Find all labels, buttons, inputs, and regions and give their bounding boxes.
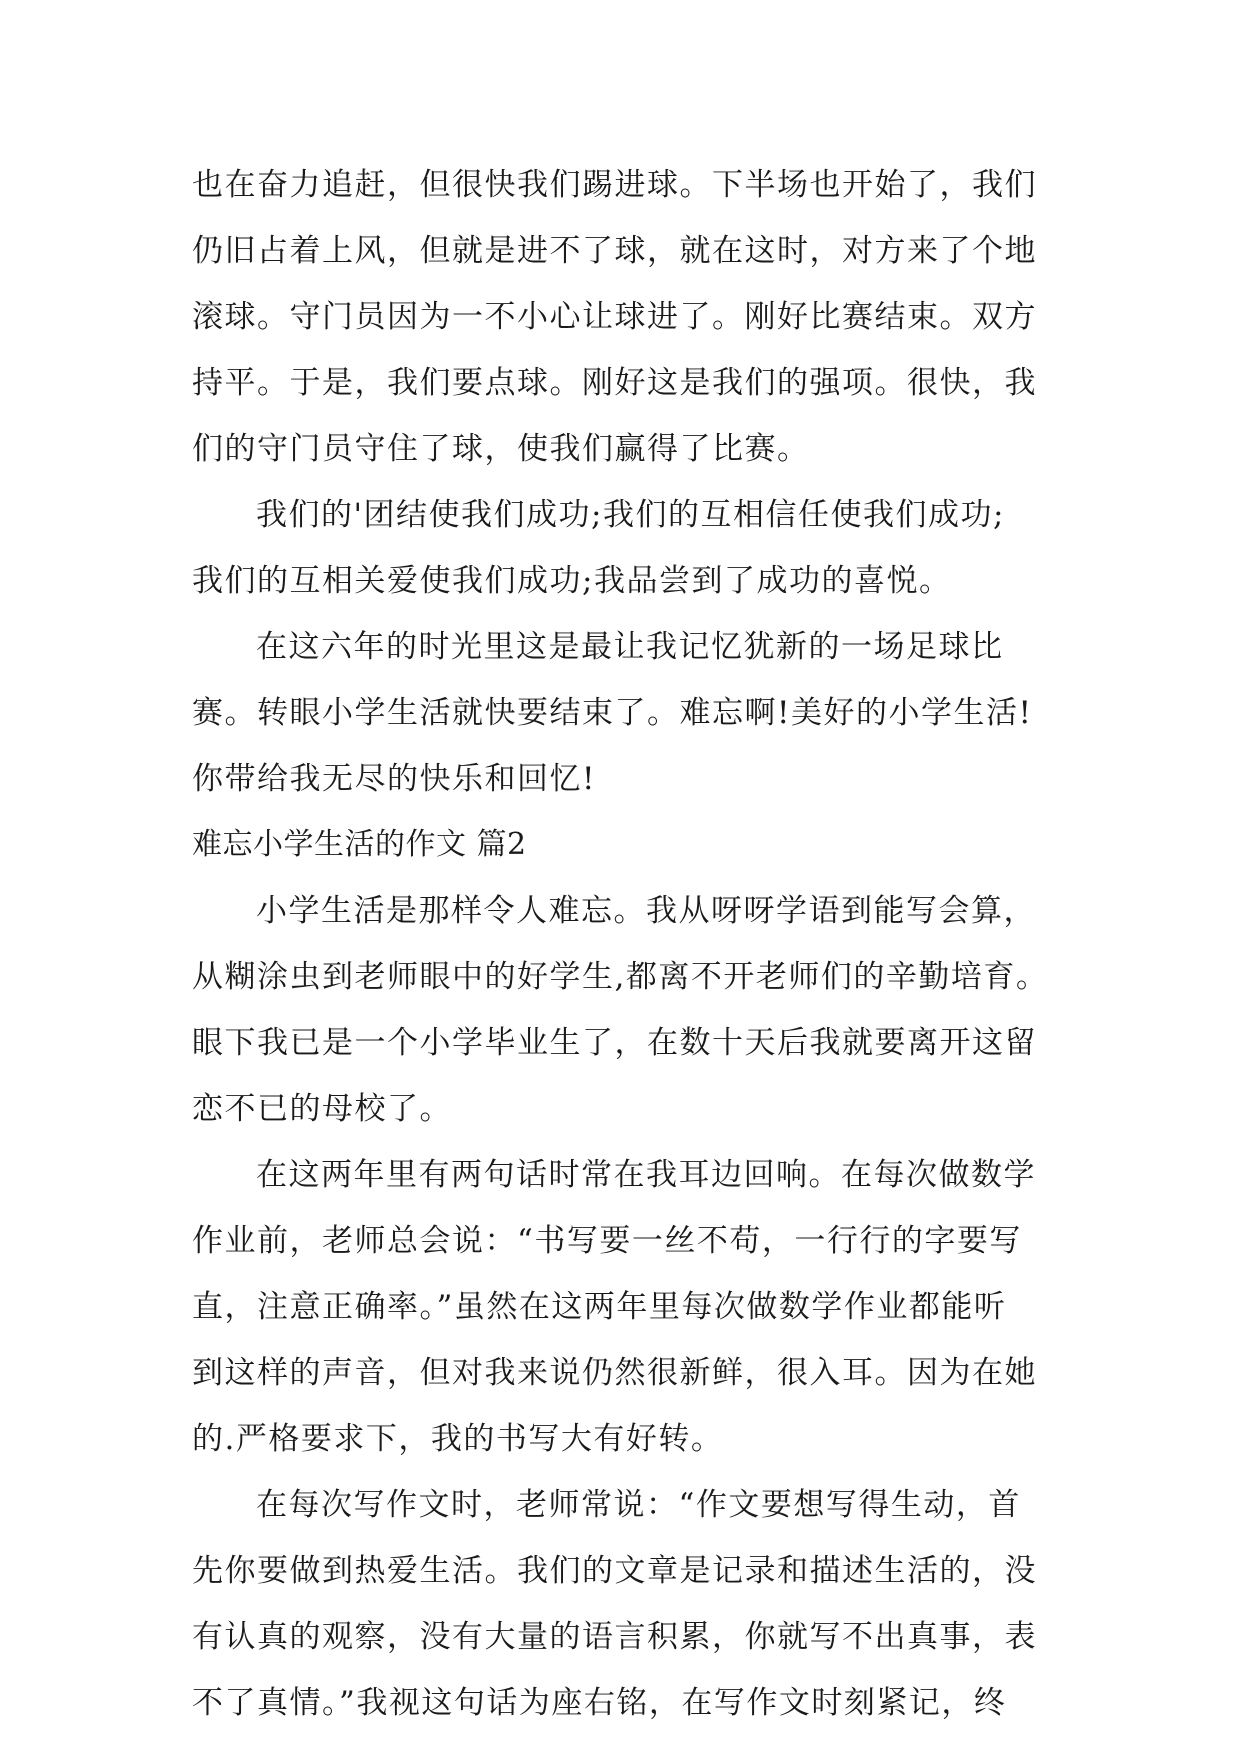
paragraph-1 (192, 152, 1058, 482)
text-line: 有认真的观察，没有大量的语言积累，你就写不出真事，表 (192, 1619, 1037, 1655)
paragraph-2 (192, 482, 1058, 614)
text-line: 恋不已的母校了。 (192, 1091, 452, 1127)
text-line: 不了真情。”我视这句话为座右铭，在写作文时刻紧记，终 (192, 1685, 1007, 1721)
text-line: 的.严格要求下，我的书写大有好转。 (192, 1421, 724, 1457)
text-line: 从糊涂虫到老师眼中的好学生,都离不开老师们的辛勤培育。 (192, 959, 1049, 995)
document-page (192, 152, 1058, 1736)
text-line: 我们的互相关爱使我们成功;我品尝到了成功的喜悦。 (192, 563, 952, 599)
text-line: 到这样的声音，但对我来说仍然很新鲜，很入耳。因为在她 (192, 1355, 1037, 1391)
text-line: 在这六年的时光里这是最让我记忆犹新的一场足球比 (256, 629, 1004, 665)
paragraph-4 (192, 878, 1058, 1142)
text-line: 先你要做到热爱生活。我们的文章是记录和描述生活的，没 (192, 1553, 1037, 1589)
text-line: 持平。于是，我们要点球。刚好这是我们的强项。很快，我 (192, 365, 1037, 401)
text-line: 滚球。守门员因为一不小心让球进了。刚好比赛结束。双方 (192, 299, 1037, 335)
text-line: 们的守门员守住了球，使我们赢得了比赛。 (192, 431, 810, 467)
paragraph-6 (192, 1472, 1058, 1736)
text-line: 小学生活是那样令人难忘。我从呀呀学语到能写会算， (256, 893, 1036, 929)
text-line: 作业前，老师总会说：“书写要一丝不苟，一行行的字要写 (192, 1223, 1022, 1259)
text-line: 仍旧占着上风，但就是进不了球，就在这时，对方来了个地 (192, 233, 1037, 269)
text-line: 直，注意正确率。”虽然在这两年里每次做数学作业都能听 (192, 1289, 1007, 1325)
text-line: 你带给我无尽的快乐和回忆! (192, 761, 596, 797)
paragraph-5 (192, 1142, 1058, 1472)
text-line: 也在奋力追赶，但很快我们踢进球。下半场也开始了，我们 (192, 167, 1037, 203)
text-line: 在每次写作文时，老师常说：“作文要想写得生动，首 (256, 1487, 1021, 1523)
section-heading: 难忘小学生活的作文 篇2 (192, 827, 527, 862)
text-line: 赛。转眼小学生活就快要结束了。难忘啊!美好的小学生活! (192, 695, 1033, 731)
text-line: 我们的'团结使我们成功;我们的互相信任使我们成功; (256, 497, 1005, 533)
text-line: 在这两年里有两句话时常在我耳边回响。在每次做数学 (256, 1157, 1036, 1193)
paragraph-3 (192, 614, 1058, 812)
text-line: 眼下我已是一个小学毕业生了，在数十天后我就要离开这留 (192, 1025, 1037, 1061)
